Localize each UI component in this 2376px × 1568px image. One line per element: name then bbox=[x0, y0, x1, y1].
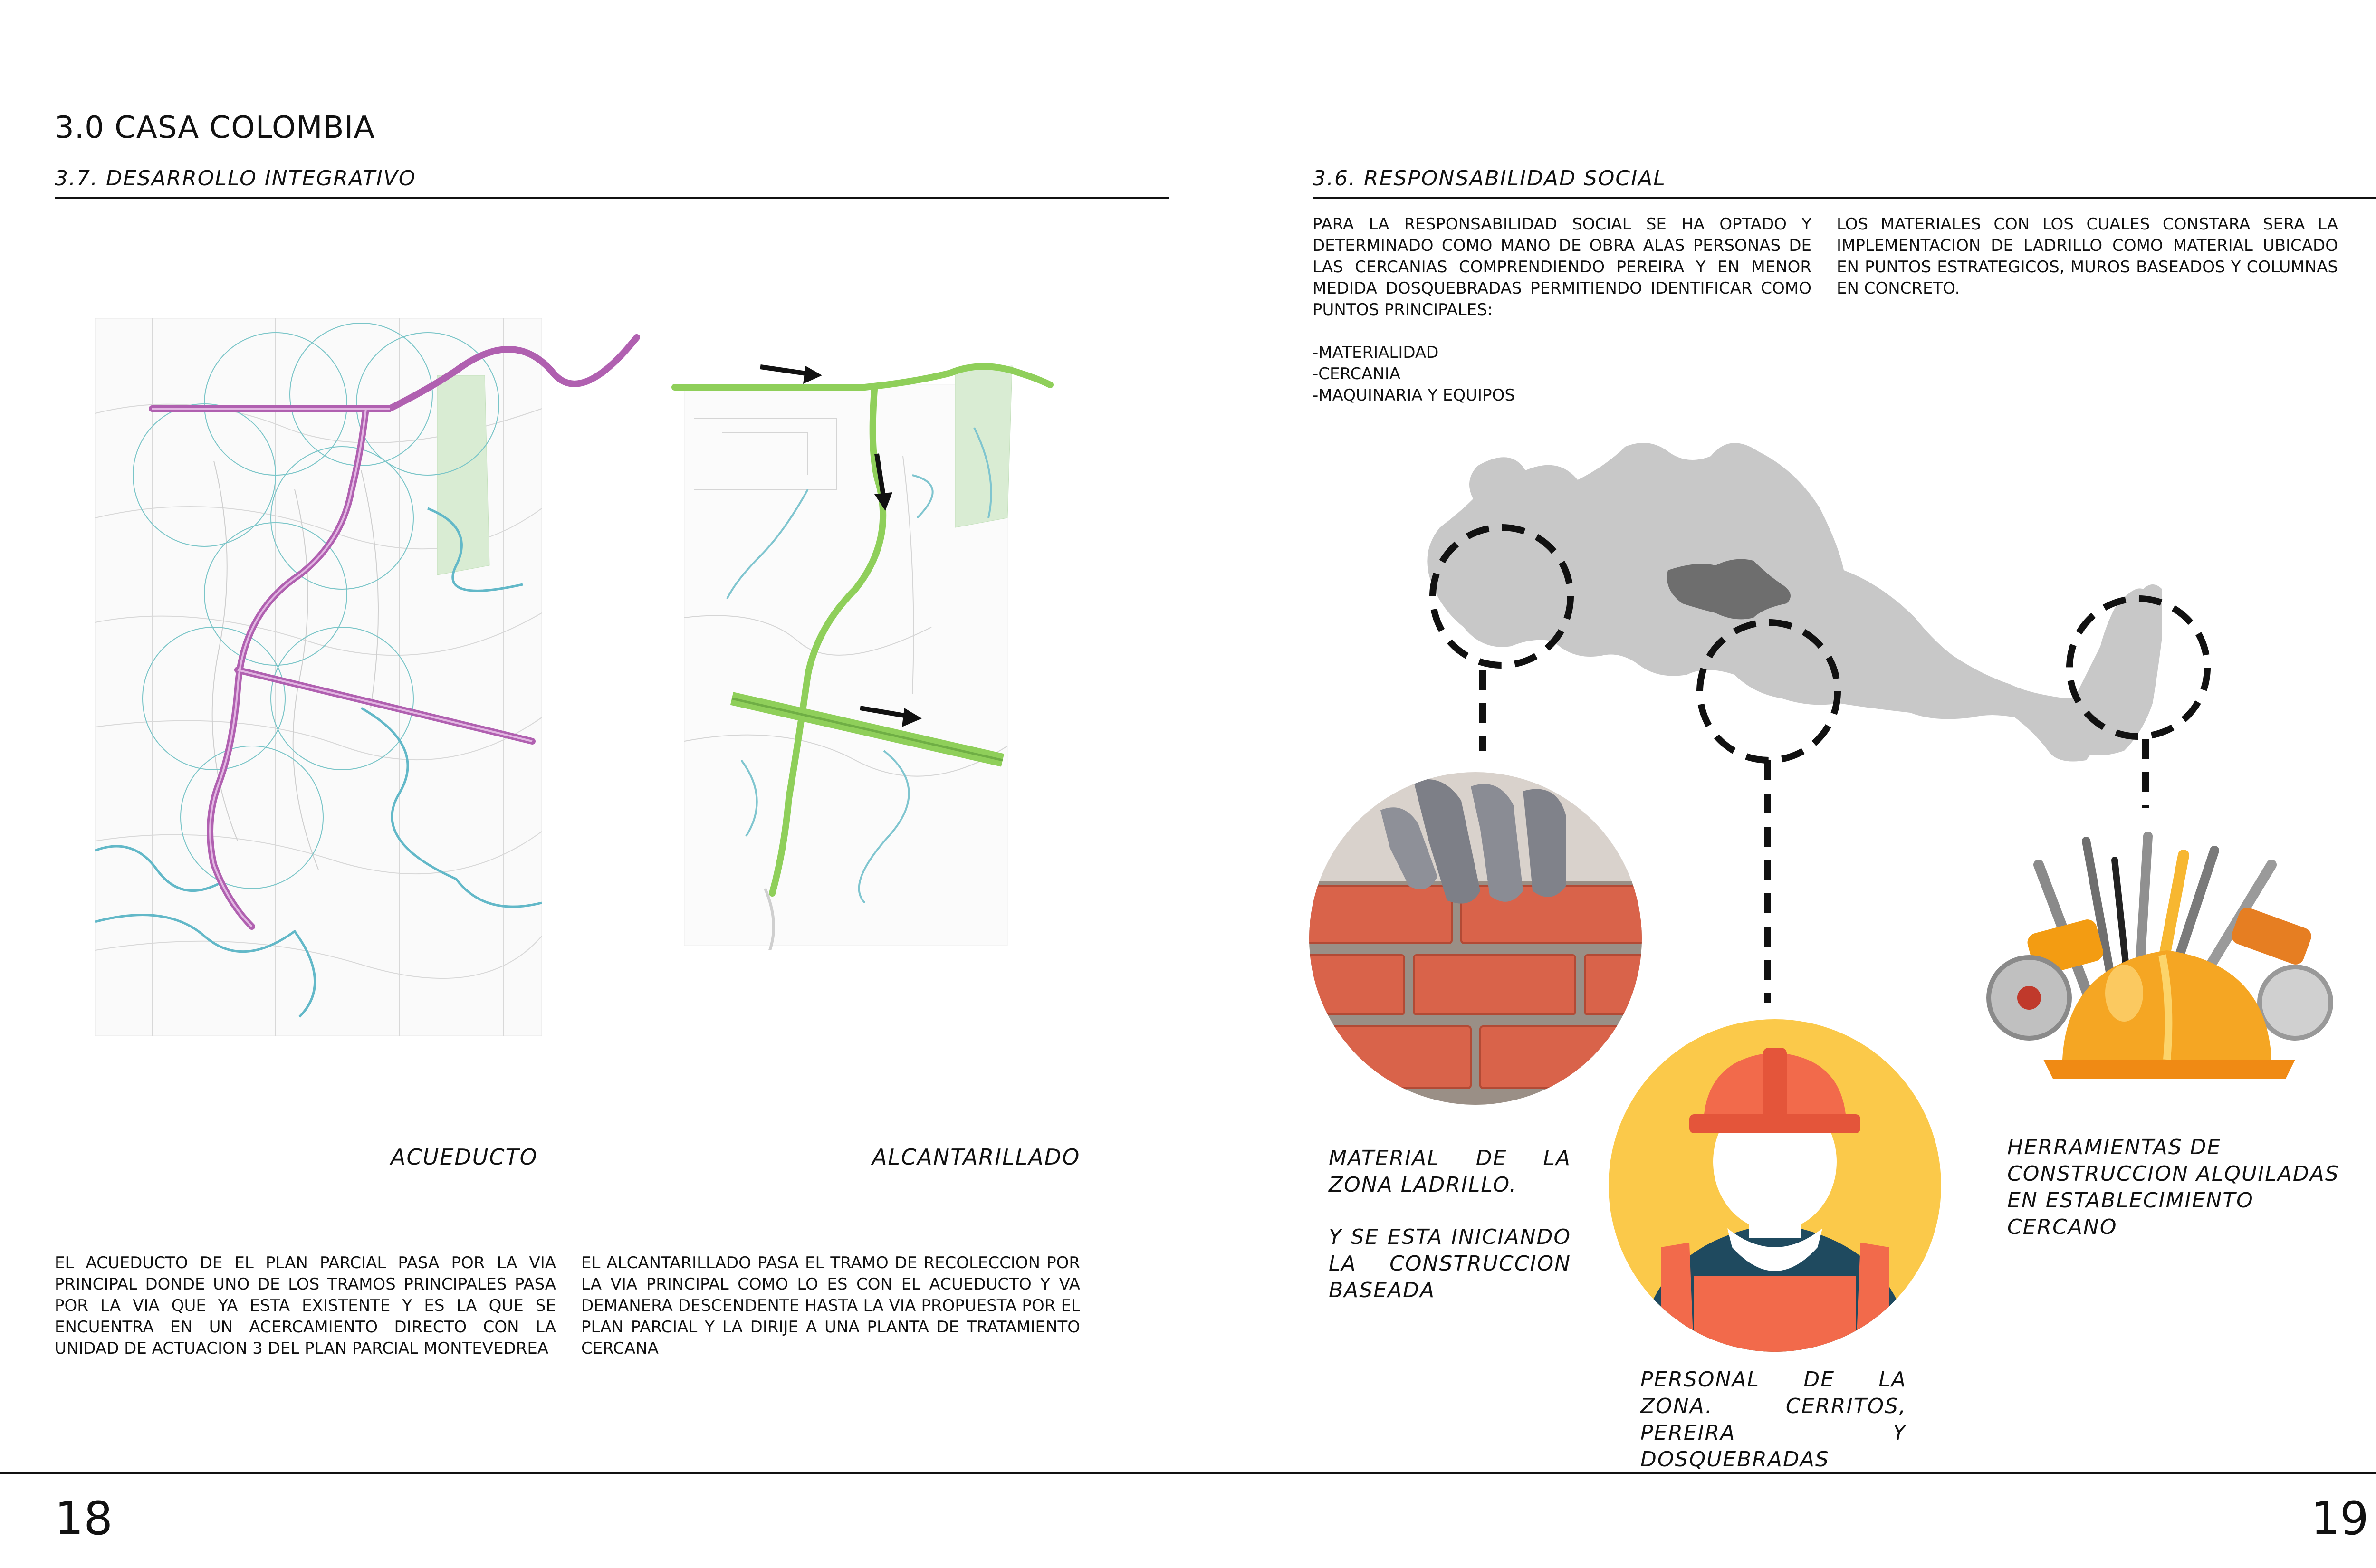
caption-personal-zona: PERSONAL DE LA ZONA. CERRITOS, PEREIRA Y DOSQUEBRADAS bbox=[1640, 1367, 1907, 1472]
header-rule-left bbox=[55, 197, 1169, 199]
text-alcantarillado: EL ALCANTARILLADO PASA EL TRAMO DE RECOLECCION POR LA VIA PRINCIPAL COMO LO ES CON EL ACUEDUCTO Y VA DEMANERA DESCENDENTE HASTA LA VIA PROPUESTA POR EL PLAN PARCIAL Y LA DIRIJE A UNA PLANTA DE TRATAMIENTO CERCANA bbox=[581, 1253, 1080, 1358]
list-item: -CERCANIA bbox=[1313, 364, 1401, 383]
text-acueducto: EL ACUEDUCTO DE EL PLAN PARCIAL PASA POR LA VIA PRINCIPAL DONDE UNO DE LOS TRAMOS PRINCIPALES PASA POR LA VIA QUE YA ESTA EXISTENTE Y ES LA QUE SE ENCUENTRA EN UN ACERCAMIENTO DIRECTO CON LA UNIDAD DE ACTUACION 3 DEL PLAN PARCIAL MONTEVEDREA bbox=[55, 1253, 556, 1358]
caption-herramientas: HERRAMIENTAS DE CONSTRUCCION ALQUILADAS EN ESTABLECIMIENTO CERCANO bbox=[2007, 1135, 2339, 1239]
brick-wall-image bbox=[1309, 772, 1642, 1105]
section-title-desarrollo: 3.7. DESARROLLO INTEGRATIVO bbox=[55, 166, 416, 191]
text-responsabilidad-intro: PARA LA RESPONSABILIDAD SOCIAL SE HA OPTADO Y DETERMINADO COMO MANO DE OBRA ALAS PERSONAS DE LAS CERCANIAS COMPRENDIENDO PEREIRA Y EN MENOR MEDIDA DOSQUEBRADAS PERMITIENDO IDENTIFICAR COMO PUNTOS PRINCIPALES: bbox=[1313, 215, 1811, 319]
text-materiales: LOS MATERIALES CON LOS CUALES CONSTARA SERA LA IMPLEMENTACION DE LADRILLO COMO MATERIAL UBICADO EN PUNTOS ESTRATEGICOS, MUROS BASEADOS Y COLUMNAS EN CONCRETO. bbox=[1837, 215, 2338, 298]
list-item: -MATERIALIDAD bbox=[1313, 343, 1439, 362]
footer-rule bbox=[0, 1472, 2376, 1474]
tools-illustration bbox=[1967, 822, 2338, 1117]
principal-points-list bbox=[1313, 342, 1515, 406]
page-number-left: 18 bbox=[55, 1492, 113, 1545]
document-title: 3.0 CASA COLOMBIA bbox=[55, 110, 375, 145]
page-number-right: 19 bbox=[2310, 1492, 2369, 1545]
caption-material-zona: MATERIAL DE LA ZONA LADRILLO. bbox=[1329, 1146, 1571, 1197]
worker-illustration bbox=[1609, 1019, 1941, 1352]
acueducto-map bbox=[95, 318, 646, 1036]
alcantarillado-map bbox=[665, 333, 1093, 950]
caption-acueducto: ACUEDUCTO bbox=[391, 1144, 538, 1170]
section-title-responsabilidad: 3.6. RESPONSABILIDAD SOCIAL bbox=[1313, 166, 1666, 191]
header-rule-right bbox=[1313, 197, 2376, 199]
list-item: -MAQUINARIA Y EQUIPOS bbox=[1313, 386, 1515, 405]
caption-construccion-baseada: Y SE ESTA INICIANDO LA CONSTRUCCION BASEADA bbox=[1329, 1225, 1571, 1302]
caption-alcantarillado: ALCANTARILLADO bbox=[872, 1144, 1081, 1170]
